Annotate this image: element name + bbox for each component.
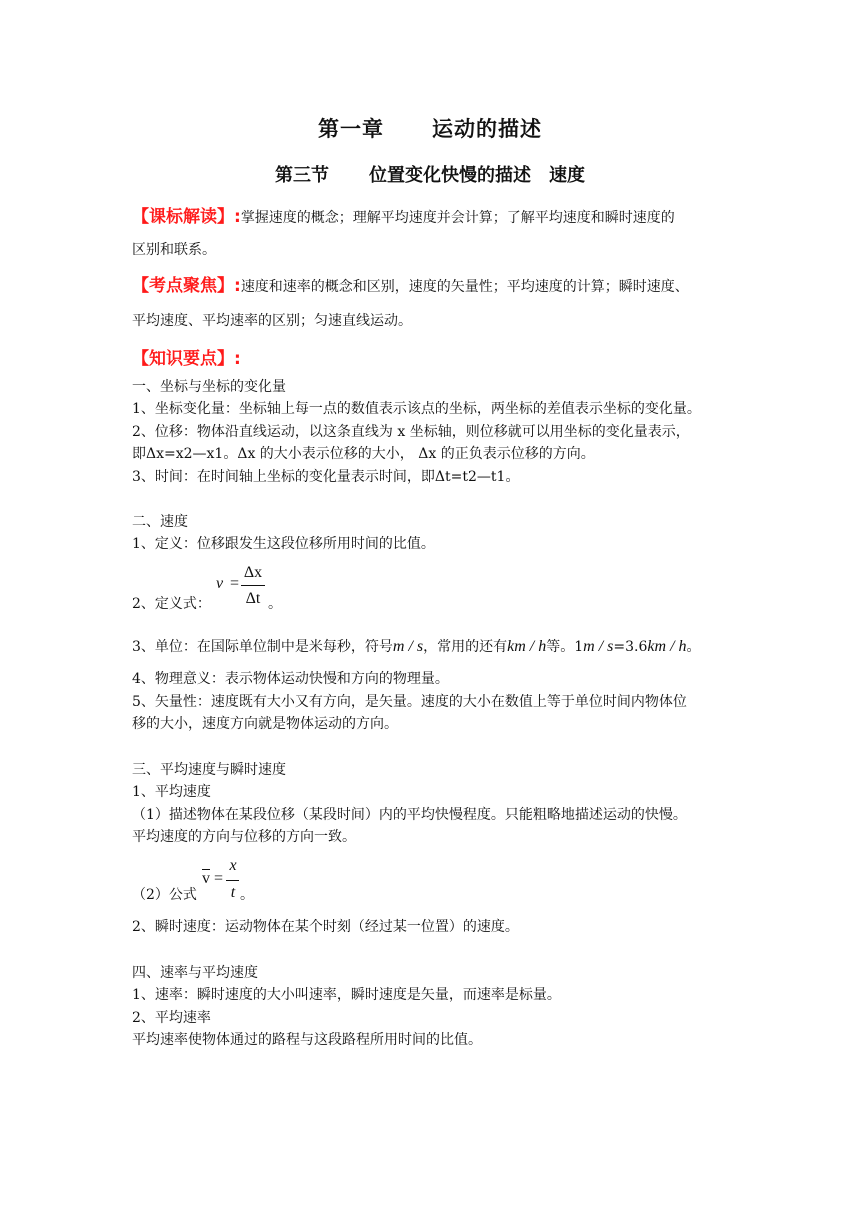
unit-kmh: km / h [507, 638, 547, 655]
section-title [0, 161, 860, 187]
part3-p1b: 平均速度的方向与位移的方向一致。 [132, 829, 356, 845]
focus-text: 速度和速率的概念和区别，速度的矢量性；平均速度的计算；瞬时速度、 [240, 279, 689, 295]
part1-line-2: 2、位移：物体沿直线运动，以这条直线为 x 坐标轴，则位移就可以用坐标的变化量表示， [132, 424, 690, 440]
chapter-title [0, 113, 860, 143]
key-points-label: 【知识要点】: [132, 349, 241, 369]
part4-line-2: 2、平均速率 [132, 1010, 211, 1026]
avg-formula-period: 。 [240, 887, 254, 903]
unit-text-5: 。 [686, 639, 701, 655]
chapter-number: 第一章 [318, 117, 384, 141]
section-name-2: 速度 [549, 165, 585, 186]
curriculum-label: 【课标解读】: [132, 207, 241, 227]
unit-line [132, 637, 701, 657]
fraction-bar [241, 585, 265, 586]
part1-heading: 一、坐标与坐标的变化量 [132, 379, 286, 395]
formula-equals: = [230, 575, 240, 592]
focus-line-1 [132, 276, 689, 297]
part1-line-4: 3、时间：在时间轴上坐标的变化量表示时间，即Δt=t2—t1。 [132, 469, 520, 485]
part2-line-5b: 移的大小，速度方向就是物体运动的方向。 [132, 716, 398, 732]
formula-numerator: Δx [243, 564, 263, 581]
part3-sub-1: 1、平均速度 [132, 784, 211, 800]
part1-line-1: 1、坐标变化量：坐标轴上每一点的数值表示该点的坐标，两坐标的差值表示坐标的变化量。 [132, 401, 701, 417]
unit-text-3: 等。1 [546, 639, 584, 655]
avg-fraction-bar [226, 880, 239, 881]
part4-line-1: 1、速率：瞬时速度的大小叫速率，瞬时速度是矢量，而速率是标量。 [132, 987, 561, 1003]
unit-kmh-2: km / h [647, 638, 687, 655]
unit-text-2: ，常用的还有 [423, 639, 508, 655]
part3-heading: 三、平均速度与瞬时速度 [132, 762, 286, 778]
part3-sub-2: 2、瞬时速度：运动物体在某个时刻（经过某一位置）的速度。 [132, 919, 519, 935]
unit-text-4: =3.6 [613, 639, 648, 655]
part2-line-5a: 5、矢量性：速度既有大小又有方向，是矢量。速度的大小在数值上等于单位时间内物体位 [132, 694, 687, 710]
curriculum-line-2: 区别和联系。 [132, 242, 216, 258]
chapter-name: 运动的描述 [432, 117, 542, 141]
unit-ms-2: m / s [583, 638, 614, 655]
curriculum-text: 掌握速度的概念；理解平均速度并会计算；了解平均速度和瞬时速度的 [240, 210, 675, 226]
avg-formula-equals: = [214, 870, 224, 887]
avg-formula-denominator: t [230, 884, 236, 901]
part2-line-4: 4、物理意义：表示物体运动快慢和方向的物理量。 [132, 671, 449, 687]
part3-p1a: （1）描述物体在某段位移（某段时间）内的平均快慢程度。只能粗略地描述运动的快慢。 [132, 807, 687, 823]
focus-label: 【考点聚焦】: [132, 276, 241, 296]
part2-heading: 二、速度 [132, 514, 188, 530]
formula-v: v [216, 575, 224, 592]
formula-denominator: Δt [245, 590, 261, 607]
avg-formula-numerator: x [229, 857, 237, 874]
part2-line-1: 1、定义：位移跟发生这段位移所用时间的比值。 [132, 536, 435, 552]
definition-formula-label: 2、定义式： [132, 596, 211, 612]
unit-ms: m / s [392, 638, 424, 655]
unit-text-1: 3、单位：在国际单位制中是米每秒，符号 [132, 639, 393, 655]
part1-line-3: 即Δx=x2—x1。Δx 的大小表示位移的大小， Δx 的正负表示位移的方向。 [132, 446, 595, 462]
part4-heading: 四、速率与平均速度 [132, 965, 258, 981]
formula-period: 。 [268, 596, 282, 612]
avg-velocity-symbol: $\overline{v}$ [202, 870, 210, 887]
part4-line-3: 平均速率使物体通过的路程与这段路程所用时间的比值。 [132, 1032, 482, 1048]
focus-line-2: 平均速度、平均速率的区别；匀速直线运动。 [132, 313, 412, 329]
curriculum-line-1 [132, 207, 675, 228]
formula-label: （2）公式 [132, 887, 197, 903]
section-number: 第三节 [275, 165, 329, 186]
section-name: 位置变化快慢的描述 [369, 165, 531, 186]
